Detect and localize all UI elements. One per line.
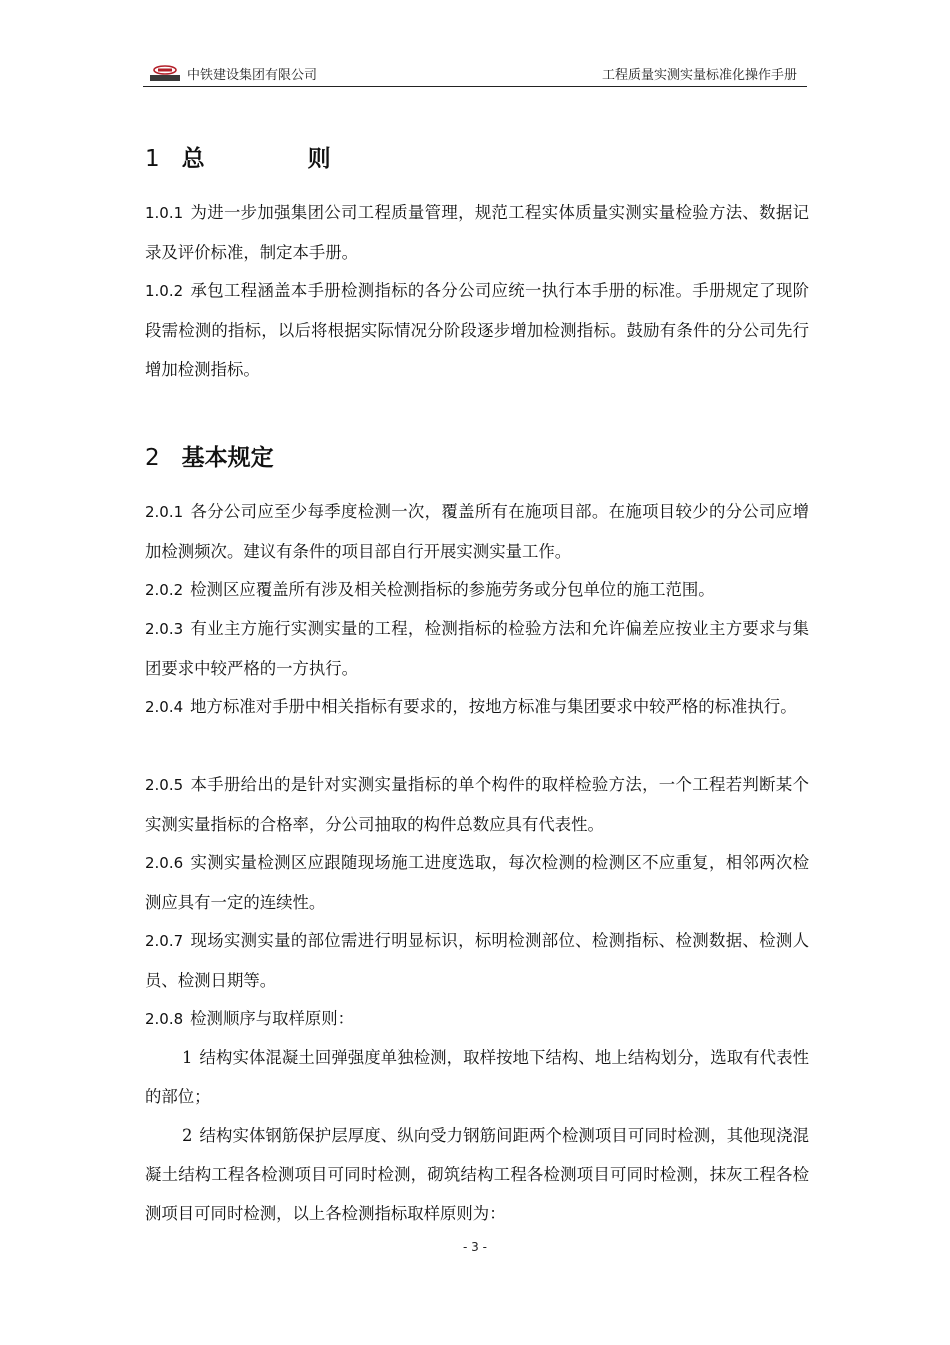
page-number: - 3 - [463,1240,487,1254]
list-item-number: 1 [182,1048,193,1067]
paragraph-text: 本手册给出的是针对实测实量指标的单个构件的取样检验方法，一个工程若判断某个实测实量指标的合格率，分公司抽取的构件总数应具有代表性。 [145,775,809,834]
section-title: 基本规定 [181,445,274,471]
paragraph [145,609,809,688]
paragraph [145,843,809,922]
paragraph-text: 检测区应覆盖所有涉及相关检测指标的参施劳务或分包单位的施工范围。 [190,580,715,599]
section-number: 2 [145,445,160,471]
paragraph-text: 地方标准对手册中相关指标有要求的，按地方标准与集团要求中较严格的标准执行。 [190,697,797,716]
paragraph-text: 各分公司应至少每季度检测一次，覆盖所有在施项目部。在施项目较少的分公司应增加检测频次。建议有条件的项目部自行开展实测实量工作。 [145,502,809,561]
section-title: 总 则 [181,146,371,172]
paragraph [145,765,809,844]
paragraph [145,193,809,272]
paragraph-text: 有业主方施行实测实量的工程，检测指标的检验方法和允许偏差应按业主方要求与集团要求中较严格的一方执行。 [145,619,809,678]
company-logo [149,64,181,82]
page-header [143,58,807,87]
paragraph-number: 2.0.8 [145,1010,184,1028]
section-heading [145,140,371,173]
list-item [145,1116,809,1233]
section-heading [145,439,274,472]
paragraph-number: 2.0.4 [145,698,184,716]
list-item [145,1038,809,1116]
company-name: 中铁建设集团有限公司 [187,68,318,83]
paragraph [145,492,809,571]
paragraph-text: 实测实量检测区应跟随现场施工进度选取，每次检测的检测区不应重复，相邻两次检测应具有一定的连续性。 [145,853,809,912]
paragraph-number: 1.0.1 [145,204,184,222]
paragraph-text: 为进一步加强集团公司工程质量管理，规范工程实体质量实测实量检验方法、数据记录及评价标准，制定本手册。 [145,203,809,262]
list-item-number: 2 [182,1126,193,1145]
paragraph-number: 2.0.5 [145,776,184,794]
list-item-text: 结构实体混凝土回弹强度单独检测，取样按地下结构、地上结构划分，选取有代表性的部位； [145,1048,809,1106]
list-item-text: 结构实体钢筋保护层厚度、纵向受力钢筋间距两个检测项目可同时检测，其他现浇混凝土结构工程各检测项目可同时检测，砌筑结构工程各检测项目可同时检测，抹灰工程各检测项目可同时检测，以上各检测指标取样原则为： [145,1126,809,1223]
paragraph-text: 承包工程涵盖本手册检测指标的各分公司应统一执行本手册的标准。手册规定了现阶段需检测的指标，以后将根据实际情况分阶段逐步增加检测指标。鼓励有条件的分公司先行增加检测指标。 [145,281,809,379]
paragraph [145,687,809,727]
paragraph [145,921,809,1000]
paragraph-number: 2.0.3 [145,620,184,638]
paragraph-text: 检测顺序与取样原则： [190,1009,355,1028]
paragraph-number: 2.0.2 [145,581,184,599]
paragraph-number: 2.0.7 [145,932,184,950]
section-number: 1 [145,146,160,172]
paragraph [145,271,809,389]
paragraph-text: 现场实测实量的部位需进行明显标识，标明检测部位、检测指标、检测数据、检测人员、检测日期等。 [145,931,809,990]
paragraph-number: 2.0.6 [145,854,184,872]
manual-title: 工程质量实测实量标准化操作手册 [601,68,797,83]
paragraph-number: 2.0.1 [145,503,184,521]
paragraph [145,570,809,610]
paragraph-number: 1.0.2 [145,282,184,300]
paragraph [145,999,809,1039]
